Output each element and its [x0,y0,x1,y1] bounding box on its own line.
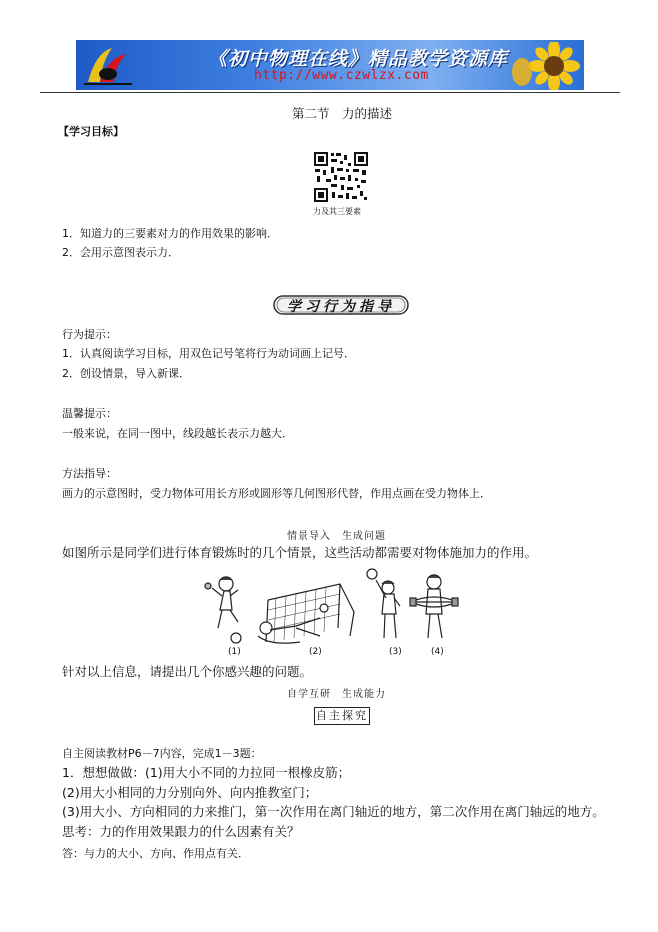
question-prompt: 针对以上信息，请提出几个你感兴趣的问题。 [62,664,313,679]
page-title: 第二节 力的描述 [292,106,393,121]
figure-label: (4) [431,647,444,657]
reading-task: 自主阅读教材P6－7内容，完成1－3题： [62,747,262,760]
header-rule [40,92,620,93]
think-question: 思考：力的作用效果跟力的什么因素有关？ [62,824,300,839]
method-label: 方法指导： [62,467,117,480]
logo-icon [82,44,134,86]
self-study-box: 自主探究 [314,707,370,725]
qr-caption: 力及其三要素 [313,207,361,216]
warm-label: 温馨提示： [62,407,117,420]
task-item: (2)用大小相同的力分别向外、向内推教室门； [62,785,318,800]
header-banner [76,40,584,90]
method-text: 画力的示意图时，受力物体可用长方形或圆形等几何图形代替，作用点画在受力物体上． [62,487,491,500]
answer-text: 答：与力的大小、方向、作用点有关． [62,847,249,860]
figure-label: (3) [389,647,402,657]
behavior-label: 行为提示： [62,328,117,341]
sunflower-icon [510,42,580,90]
behavior-item: 1．认真阅读学习目标，用双色记号笔将行为动词画上记号． [62,347,355,360]
figure-label: (2) [309,647,322,657]
goal-item: 2．会用示意图表示力． [62,246,179,259]
section-banner-title: 学习行为指导 [287,299,395,315]
task-item: (3)用大小、方向相同的力来推门，第一次作用在离门轴近的地方，第二次作用在离门轴远的地方。 [62,804,605,819]
goal-item: 1．知道力的三要素对力的作用效果的影响． [62,227,278,240]
goals-label: 【学习目标】 [58,125,124,138]
task-item: 1．想想做做：(1)用大小不同的力拉同一根橡皮筋； [62,765,351,780]
warm-text: 一般来说，在同一图中，线段越长表示力越大． [62,427,293,440]
scene-text: 如图所示是同学们进行体育锻炼时的几个情景，这些活动都需要对物体施加力的作用。 [62,545,538,560]
banner-title: 《初中物理在线》精品教学资源库 [208,48,509,70]
qr-code-icon[interactable] [313,151,369,203]
self-study-heading: 自学互研 生成能力 [287,689,386,700]
behavior-item: 2．创设情景，导入新课． [62,367,190,380]
figure-label: (1) [228,647,241,657]
banner-url[interactable]: http://www.czwlzx.com [254,68,429,83]
scene-heading: 情景导入 生成问题 [287,531,386,542]
